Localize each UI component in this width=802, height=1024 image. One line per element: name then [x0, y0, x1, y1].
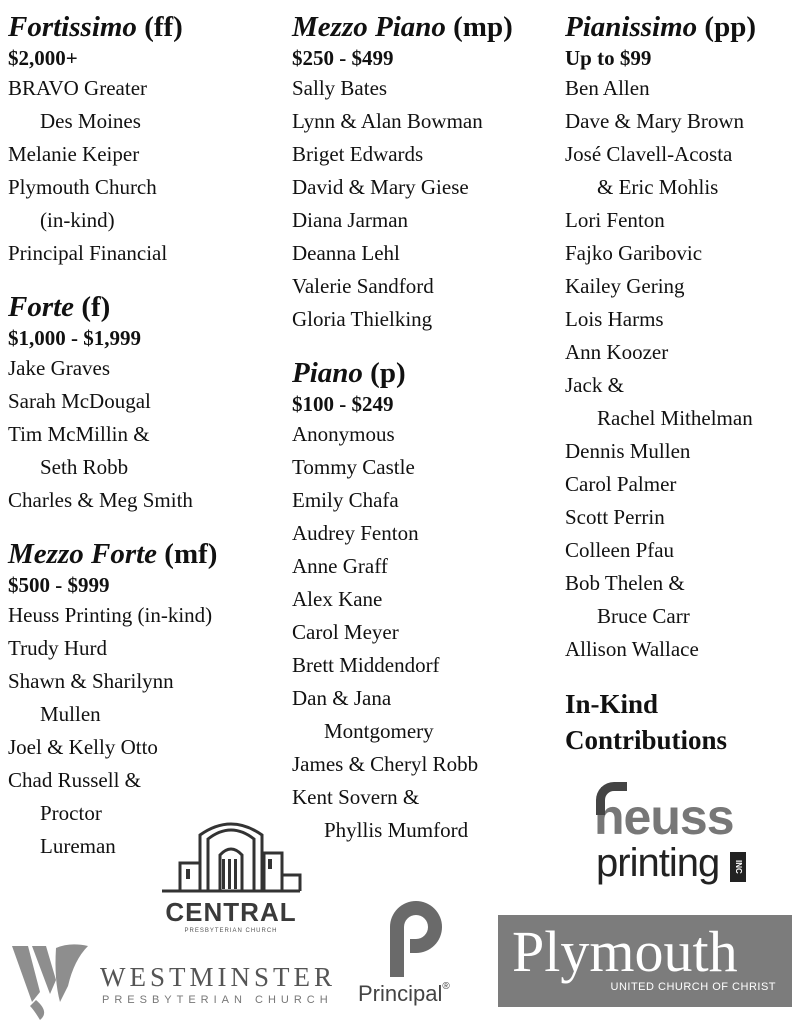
tier-mark: (ff)	[144, 11, 183, 43]
donor-name: Emily Chafa	[292, 488, 399, 512]
donor-name: Audrey Fenton	[292, 521, 419, 545]
heuss-wordmark: heuss	[594, 789, 734, 845]
donor-name: Jake Graves	[8, 356, 111, 380]
tier-name: Piano	[292, 357, 363, 389]
donor-entry	[565, 138, 797, 204]
donor-entry	[292, 171, 560, 204]
heuss-arc-icon	[596, 782, 627, 815]
tier-heading	[8, 290, 278, 324]
tier-range: Up to $99	[565, 46, 652, 70]
donor-name: Heuss Printing (in-kind)	[8, 603, 213, 627]
donor-name: Alex Kane	[292, 587, 383, 611]
donor-name: Dennis Mullen	[565, 439, 691, 463]
donor-name: Colleen Pfau	[565, 538, 675, 562]
plymouth-subtitle: UNITED CHURCH OF CHRIST	[610, 981, 776, 993]
donor-name: Trudy Hurd	[8, 636, 107, 660]
donor-name: Tim McMillin &	[8, 422, 150, 446]
westminster-presbyterian-logo	[10, 940, 335, 1022]
donor-entry	[8, 237, 278, 270]
donor-name-continued: (in-kind)	[40, 208, 115, 232]
tier-heading	[8, 10, 278, 44]
donor-name: Plymouth Church	[8, 175, 157, 199]
donor-name: Shawn & Sharilynn	[8, 669, 174, 693]
donor-name-continued: Proctor	[40, 801, 102, 825]
donor-name: Dave & Mary Brown	[565, 109, 745, 133]
donor-entry	[292, 72, 560, 105]
donor-name-continued: Bruce Carr	[597, 604, 690, 628]
donor-name: James & Cheryl Robb	[292, 752, 479, 776]
donor-entry	[292, 270, 560, 303]
donor-name: Allison Wallace	[565, 637, 699, 661]
column-3	[565, 10, 797, 758]
donor-name: Tommy Castle	[292, 455, 415, 479]
church-building-icon	[156, 815, 306, 897]
donor-entry	[8, 352, 278, 385]
donor-entry	[8, 385, 278, 418]
donor-entry	[8, 484, 278, 517]
donor-entry	[565, 501, 797, 534]
donor-name: Carol Meyer	[292, 620, 399, 644]
donor-name: Sally Bates	[292, 76, 388, 100]
donor-tier	[565, 10, 797, 666]
donor-name: Ann Koozer	[565, 340, 669, 364]
principal-wordmark: Principal®	[358, 981, 450, 1006]
donor-name-continued: Seth Robb	[40, 455, 129, 479]
tier-mark: (f)	[81, 291, 111, 323]
donor-name: David & Mary Giese	[292, 175, 469, 199]
donor-entry	[8, 665, 278, 731]
donor-name: José Clavell-Acosta	[565, 142, 733, 166]
donor-entry	[565, 369, 797, 435]
donor-name: Jack &	[565, 373, 624, 397]
donor-entry	[292, 517, 560, 550]
donor-entry	[292, 418, 560, 451]
tier-range: $1,000 - $1,999	[8, 326, 141, 350]
donor-entry	[565, 204, 797, 237]
donor-name: Charles & Meg Smith	[8, 488, 193, 512]
donor-entry	[292, 451, 560, 484]
donor-name: BRAVO Greater	[8, 76, 148, 100]
plymouth-wordmark: Plymouth	[512, 919, 738, 984]
donor-name: Carol Palmer	[565, 472, 677, 496]
donor-entry	[292, 237, 560, 270]
tier-name: Fortissimo	[8, 11, 137, 43]
donor-entry	[565, 468, 797, 501]
donor-entry	[565, 303, 797, 336]
donor-name: Chad Russell &	[8, 768, 142, 792]
donor-name: Brett Middendorf	[292, 653, 440, 677]
in-kind-heading: In-Kind Contributions	[565, 689, 728, 755]
printing-wordmark: printing	[596, 841, 720, 885]
tier-name: Mezzo Piano	[292, 11, 446, 43]
donor-name: Bob Thelen &	[565, 571, 685, 595]
donor-name: Gloria Thielking	[292, 307, 433, 331]
tier-heading	[292, 356, 560, 390]
donor-entry	[8, 632, 278, 665]
tier-range: $100 - $249	[292, 392, 394, 416]
donor-name: Briget Edwards	[292, 142, 424, 166]
donor-name: Lori Fenton	[565, 208, 665, 232]
donor-name-continued: Montgomery	[324, 719, 434, 743]
donor-name: Valerie Sandford	[292, 274, 434, 298]
donor-name: Deanna Lehl	[292, 241, 400, 265]
donor-name: Diana Jarman	[292, 208, 409, 232]
donor-entry	[292, 649, 560, 682]
donor-name: Fajko Garibovic	[565, 241, 703, 265]
tier-name: Mezzo Forte	[8, 538, 158, 570]
donor-entry	[292, 204, 560, 237]
donor-entry	[565, 567, 797, 633]
donor-entry	[565, 105, 797, 138]
donor-entry	[292, 781, 560, 847]
inc-badge: INC	[730, 852, 746, 882]
tier-heading	[8, 537, 278, 571]
donor-tier	[292, 356, 560, 847]
donor-tier	[8, 290, 278, 517]
donor-name: Ben Allen	[565, 76, 650, 100]
donor-name: Anonymous	[292, 422, 395, 446]
donor-name: Joel & Kelly Otto	[8, 735, 158, 759]
donor-name: Principal Financial	[8, 241, 168, 265]
donor-name: Scott Perrin	[565, 505, 665, 529]
donor-entry	[292, 484, 560, 517]
principal-p-icon	[376, 893, 456, 977]
tier-name: Pianissimo	[565, 11, 698, 43]
central-wordmark: CENTRAL	[165, 897, 297, 927]
tier-range: $500 - $999	[8, 573, 110, 597]
donor-entry	[565, 534, 797, 567]
donor-name-continued: Des Moines	[40, 109, 141, 133]
donor-entry	[8, 138, 278, 171]
donor-entry	[292, 550, 560, 583]
donor-tier	[292, 10, 560, 336]
donor-name: Sarah McDougal	[8, 389, 151, 413]
column-1	[8, 10, 278, 883]
donor-entry	[8, 171, 278, 237]
principal-logo	[354, 893, 476, 1015]
donor-name: Kailey Gering	[565, 274, 685, 298]
donor-entry	[565, 435, 797, 468]
tier-mark: (p)	[370, 357, 406, 389]
central-presbyterian-logo	[156, 815, 306, 939]
donor-entry	[8, 599, 278, 632]
donor-name-continued: Lureman	[40, 834, 116, 858]
tier-name: Forte	[8, 291, 75, 323]
plymouth-church-logo	[498, 915, 792, 1007]
donor-entry	[292, 748, 560, 781]
donor-name: Melanie Keiper	[8, 142, 140, 166]
donor-name: Kent Sovern &	[292, 785, 420, 809]
donor-entry	[565, 237, 797, 270]
donor-entry	[292, 105, 560, 138]
tier-heading	[565, 10, 797, 44]
heuss-printing-logo	[592, 778, 762, 896]
westminster-wordmark: WESTMINSTER	[100, 962, 336, 992]
tier-mark: (mf)	[164, 538, 218, 570]
westminster-w-icon	[10, 940, 92, 1022]
donor-entry	[565, 270, 797, 303]
donor-entry	[292, 682, 560, 748]
tier-mark: (mp)	[453, 11, 513, 43]
donor-entry	[292, 583, 560, 616]
donor-name-continued: & Eric Mohlis	[597, 175, 719, 199]
tier-range: $250 - $499	[292, 46, 394, 70]
donor-name: Anne Graff	[292, 554, 388, 578]
donor-name-continued: Mullen	[40, 702, 101, 726]
column-2	[292, 10, 560, 867]
donor-name: Lois Harms	[565, 307, 664, 331]
donor-entry	[8, 418, 278, 484]
donor-entry	[8, 731, 278, 764]
donor-entry	[565, 72, 797, 105]
donor-entry	[292, 616, 560, 649]
westminster-subtitle: PRESBYTERIAN CHURCH	[102, 994, 333, 1006]
donor-name-continued: Rachel Mithelman	[597, 406, 753, 430]
donor-entry	[292, 138, 560, 171]
donor-entry	[292, 303, 560, 336]
donor-name: Lynn & Alan Bowman	[292, 109, 483, 133]
donor-name-continued: Phyllis Mumford	[324, 818, 469, 842]
donor-tier	[8, 10, 278, 270]
donor-name: Dan & Jana	[292, 686, 392, 710]
donor-entry	[565, 336, 797, 369]
donor-entry	[565, 633, 797, 666]
tier-mark: (pp)	[704, 11, 756, 43]
central-subtitle: PRESBYTERIAN CHURCH	[184, 928, 278, 934]
tier-heading	[292, 10, 560, 44]
donor-entry	[8, 72, 278, 138]
tier-range: $2,000+	[8, 46, 78, 70]
